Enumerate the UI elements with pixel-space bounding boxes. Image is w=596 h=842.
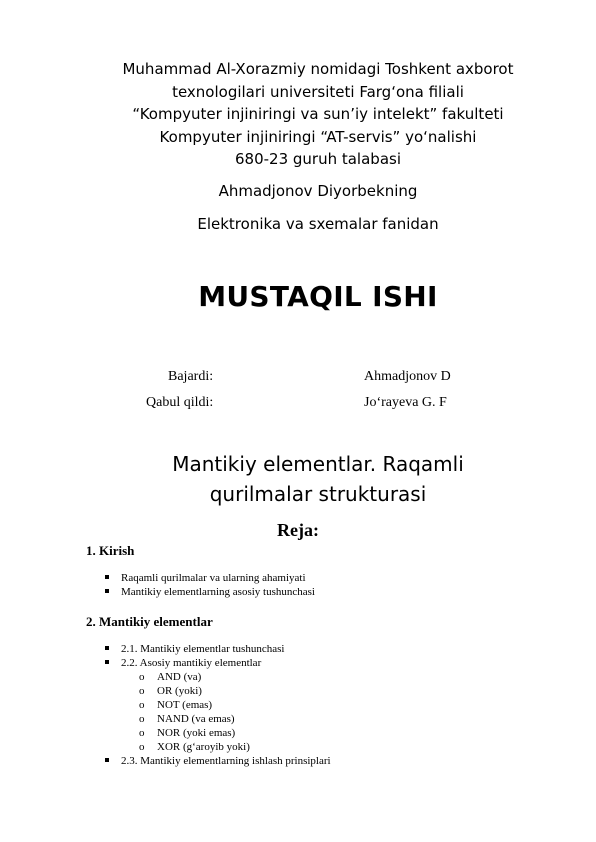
header-line: “Kompyuter injiniringi va sun’iy intelekt” fakulteti <box>132 105 504 123</box>
header-line: 680-23 guruh talabasi <box>234 150 401 168</box>
bullet-icon <box>105 755 121 767</box>
bullet-icon <box>105 657 121 669</box>
sub-item-text: XOR (g‘aroyib yoki) <box>157 741 250 753</box>
bullet-icon <box>105 572 121 584</box>
plan-heading: Reja: <box>277 520 319 540</box>
list-item-text: 2.1. Mantikiy elementlar tushunchasi <box>121 643 285 655</box>
list-item <box>105 572 306 584</box>
circle-marker-icon: o <box>139 727 145 739</box>
subject-name: Elektronika va sxemalar fanidan <box>197 215 439 233</box>
sub-list-item <box>139 727 235 739</box>
sub-list-item <box>139 741 250 753</box>
list-item <box>105 643 284 655</box>
header-line: texnologilari universiteti Farg‘ona filiali <box>172 82 464 101</box>
circle-marker-icon: o <box>139 685 145 697</box>
list-item <box>105 586 315 598</box>
topic-line: qurilmalar strukturasi <box>209 482 427 506</box>
accepted-by-label: Qabul qildi: <box>146 395 214 410</box>
topic-title <box>0 449 596 509</box>
sub-item-text: AND (va) <box>157 671 202 683</box>
header-line: Kompyuter injiniringi “AT-servis” yo‘nalishi <box>159 127 477 146</box>
list-item <box>105 657 261 669</box>
circle-marker-icon: o <box>139 741 145 753</box>
circle-marker-icon: o <box>139 699 145 711</box>
list-item-text: 2.3. Mantikiy elementlarning ishlash prinsiplari <box>121 755 331 767</box>
bullet-icon <box>105 586 121 598</box>
header-line: Muhammad Al-Xorazmiy nomidagi Toshkent axborot <box>122 60 514 78</box>
list-item-text: Mantikiy elementlarning asosiy tushunchasi <box>121 586 315 598</box>
circle-marker-icon: o <box>139 671 145 683</box>
done-by-value: Ahmadjonov D <box>364 369 451 384</box>
bullet-icon <box>105 643 121 655</box>
sub-list-item <box>139 713 235 725</box>
list-item-text: Raqamli qurilmalar va ularning ahamiyati <box>121 572 306 584</box>
sub-item-text: NAND (va emas) <box>157 713 235 725</box>
sub-list-item <box>139 685 202 697</box>
accepted-by-value: Jo‘rayeva G. F <box>364 395 447 410</box>
section-title: 2. Mantikiy elementlar <box>86 614 213 629</box>
document-title: MUSTAQIL ISHI <box>198 280 438 313</box>
done-by-label: Bajardi: <box>168 369 214 384</box>
list-item <box>105 755 331 767</box>
section-title: 1. Kirish <box>86 543 135 558</box>
sub-item-text: OR (yoki) <box>157 685 202 697</box>
circle-marker-icon: o <box>139 713 145 725</box>
sub-list-item <box>139 671 201 683</box>
student-name: Ahmadjonov Diyorbekning <box>218 182 418 200</box>
sub-list-item <box>139 699 212 711</box>
institution-header <box>0 58 596 171</box>
list-item-text: 2.2. Asosiy mantikiy elementlar <box>121 657 262 669</box>
sub-item-text: NOR (yoki emas) <box>157 727 236 739</box>
sub-item-text: NOT (emas) <box>157 699 213 711</box>
topic-line: Mantikiy elementlar. Raqamli <box>172 452 464 476</box>
